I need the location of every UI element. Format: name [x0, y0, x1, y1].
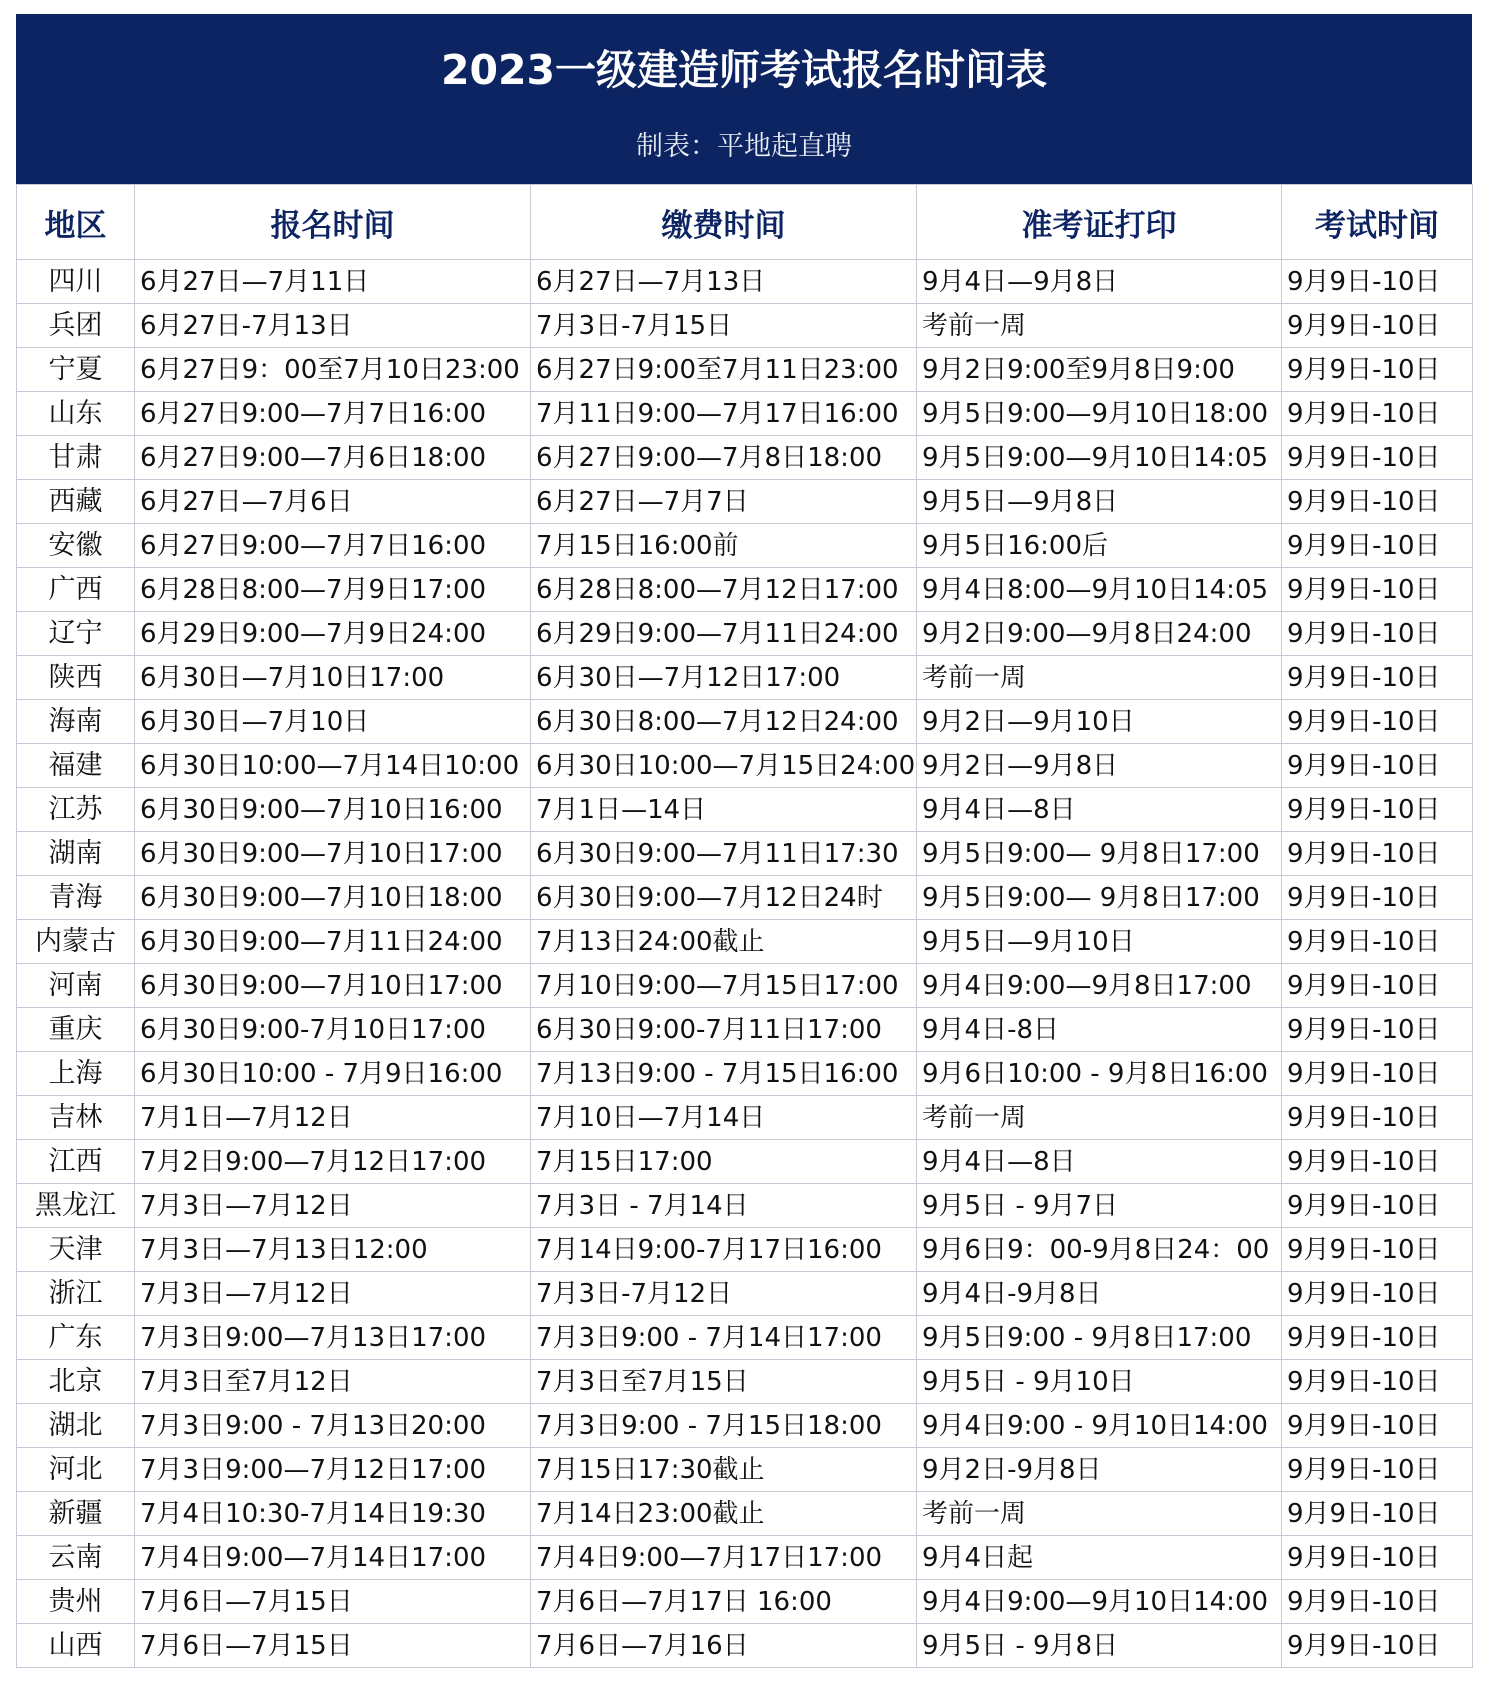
admission-ticket-cell: 9月5日 - 9月8日	[917, 1624, 1282, 1668]
registration-time-cell: 6月30日—7月10日	[135, 700, 531, 744]
header-payment-time: 缴费时间	[531, 185, 917, 260]
admission-ticket-cell: 9月5日9:00 - 9月8日17:00	[917, 1316, 1282, 1360]
exam-time-cell: 9月9日-10日	[1282, 436, 1473, 480]
registration-time-cell: 7月4日9:00—7月14日17:00	[135, 1536, 531, 1580]
region-cell: 河南	[17, 964, 135, 1008]
title-banner	[16, 14, 1472, 184]
table-row	[17, 700, 1473, 744]
payment-time-cell: 7月10日9:00—7月15日17:00	[531, 964, 917, 1008]
region-cell: 四川	[17, 260, 135, 304]
schedule-sheet	[16, 14, 1472, 1668]
registration-time-cell: 7月2日9:00—7月12日17:00	[135, 1140, 531, 1184]
exam-time-cell: 9月9日-10日	[1282, 1184, 1473, 1228]
admission-ticket-cell: 9月4日-9月8日	[917, 1272, 1282, 1316]
payment-time-cell: 6月30日—7月12日17:00	[531, 656, 917, 700]
region-cell: 重庆	[17, 1008, 135, 1052]
table-row	[17, 1536, 1473, 1580]
table-row	[17, 876, 1473, 920]
registration-time-cell: 7月3日9:00—7月12日17:00	[135, 1448, 531, 1492]
exam-time-cell: 9月9日-10日	[1282, 304, 1473, 348]
payment-time-cell: 7月3日-7月15日	[531, 304, 917, 348]
payment-time-cell: 7月15日16:00前	[531, 524, 917, 568]
table-row	[17, 1052, 1473, 1096]
admission-ticket-cell: 9月4日-8日	[917, 1008, 1282, 1052]
admission-ticket-cell: 9月6日10:00 - 9月8日16:00	[917, 1052, 1282, 1096]
table-body	[17, 260, 1473, 1668]
registration-time-cell: 7月4日10:30-7月14日19:30	[135, 1492, 531, 1536]
region-cell: 广东	[17, 1316, 135, 1360]
payment-time-cell: 6月27日—7月13日	[531, 260, 917, 304]
exam-time-cell: 9月9日-10日	[1282, 1228, 1473, 1272]
admission-ticket-cell: 9月5日9:00— 9月8日17:00	[917, 832, 1282, 876]
payment-time-cell: 6月30日9:00—7月11日17:30	[531, 832, 917, 876]
payment-time-cell: 6月27日9:00至7月11日23:00	[531, 348, 917, 392]
admission-ticket-cell: 9月5日9:00—9月10日14:05	[917, 436, 1282, 480]
table-row	[17, 524, 1473, 568]
exam-time-cell: 9月9日-10日	[1282, 260, 1473, 304]
exam-time-cell: 9月9日-10日	[1282, 392, 1473, 436]
admission-ticket-cell: 9月4日起	[917, 1536, 1282, 1580]
payment-time-cell: 7月1日—14日	[531, 788, 917, 832]
header-region: 地区	[17, 185, 135, 260]
registration-time-cell: 7月3日—7月12日	[135, 1184, 531, 1228]
payment-time-cell: 6月29日9:00—7月11日24:00	[531, 612, 917, 656]
exam-time-cell: 9月9日-10日	[1282, 876, 1473, 920]
admission-ticket-cell: 9月5日9:00—9月10日18:00	[917, 392, 1282, 436]
region-cell: 青海	[17, 876, 135, 920]
admission-ticket-cell: 考前一周	[917, 1096, 1282, 1140]
region-cell: 云南	[17, 1536, 135, 1580]
table-row	[17, 1580, 1473, 1624]
table-row	[17, 392, 1473, 436]
payment-time-cell: 7月3日 - 7月14日	[531, 1184, 917, 1228]
registration-time-cell: 7月6日—7月15日	[135, 1580, 531, 1624]
table-row	[17, 436, 1473, 480]
header-admission-ticket: 准考证打印	[917, 185, 1282, 260]
exam-time-cell: 9月9日-10日	[1282, 832, 1473, 876]
exam-time-cell: 9月9日-10日	[1282, 744, 1473, 788]
region-cell: 山东	[17, 392, 135, 436]
exam-time-cell: 9月9日-10日	[1282, 612, 1473, 656]
header-registration-time: 报名时间	[135, 185, 531, 260]
region-cell: 兵团	[17, 304, 135, 348]
payment-time-cell: 7月14日9:00-7月17日16:00	[531, 1228, 917, 1272]
admission-ticket-cell: 9月5日 - 9月7日	[917, 1184, 1282, 1228]
table-row	[17, 304, 1473, 348]
payment-time-cell: 6月27日9:00—7月8日18:00	[531, 436, 917, 480]
region-cell: 海南	[17, 700, 135, 744]
registration-time-cell: 6月30日—7月10日17:00	[135, 656, 531, 700]
payment-time-cell: 6月30日9:00-7月11日17:00	[531, 1008, 917, 1052]
admission-ticket-cell: 9月2日-9月8日	[917, 1448, 1282, 1492]
exam-time-cell: 9月9日-10日	[1282, 1316, 1473, 1360]
header-row	[17, 185, 1473, 260]
table-row	[17, 788, 1473, 832]
region-cell: 新疆	[17, 1492, 135, 1536]
payment-time-cell: 7月11日9:00—7月17日16:00	[531, 392, 917, 436]
payment-time-cell: 6月30日9:00—7月12日24时	[531, 876, 917, 920]
registration-time-cell: 7月1日—7月12日	[135, 1096, 531, 1140]
schedule-table	[16, 184, 1473, 1668]
exam-time-cell: 9月9日-10日	[1282, 480, 1473, 524]
table-row	[17, 920, 1473, 964]
exam-time-cell: 9月9日-10日	[1282, 1360, 1473, 1404]
page-title: 2023一级建造师考试报名时间表	[440, 46, 1048, 94]
region-cell: 湖北	[17, 1404, 135, 1448]
registration-time-cell: 6月27日—7月11日	[135, 260, 531, 304]
payment-time-cell: 7月6日—7月16日	[531, 1624, 917, 1668]
exam-time-cell: 9月9日-10日	[1282, 1272, 1473, 1316]
table-row	[17, 832, 1473, 876]
exam-time-cell: 9月9日-10日	[1282, 348, 1473, 392]
payment-time-cell: 6月27日—7月7日	[531, 480, 917, 524]
payment-time-cell: 7月15日17:00	[531, 1140, 917, 1184]
exam-time-cell: 9月9日-10日	[1282, 788, 1473, 832]
region-cell: 贵州	[17, 1580, 135, 1624]
payment-time-cell: 7月3日9:00 - 7月15日18:00	[531, 1404, 917, 1448]
admission-ticket-cell: 考前一周	[917, 656, 1282, 700]
payment-time-cell: 7月15日17:30截止	[531, 1448, 917, 1492]
payment-time-cell: 7月14日23:00截止	[531, 1492, 917, 1536]
region-cell: 辽宁	[17, 612, 135, 656]
payment-time-cell: 7月6日—7月17日 16:00	[531, 1580, 917, 1624]
registration-time-cell: 6月30日10:00—7月14日10:00	[135, 744, 531, 788]
table-row	[17, 1228, 1473, 1272]
registration-time-cell: 6月29日9:00—7月9日24:00	[135, 612, 531, 656]
region-cell: 江苏	[17, 788, 135, 832]
admission-ticket-cell: 9月2日9:00—9月8日24:00	[917, 612, 1282, 656]
registration-time-cell: 7月3日—7月13日12:00	[135, 1228, 531, 1272]
table-row	[17, 1184, 1473, 1228]
region-cell: 陕西	[17, 656, 135, 700]
table-row	[17, 964, 1473, 1008]
payment-time-cell: 6月30日8:00—7月12日24:00	[531, 700, 917, 744]
exam-time-cell: 9月9日-10日	[1282, 1492, 1473, 1536]
registration-time-cell: 6月30日9:00—7月10日16:00	[135, 788, 531, 832]
header-exam-time: 考试时间	[1282, 185, 1473, 260]
exam-time-cell: 9月9日-10日	[1282, 1536, 1473, 1580]
registration-time-cell: 6月28日8:00—7月9日17:00	[135, 568, 531, 612]
admission-ticket-cell: 9月5日16:00后	[917, 524, 1282, 568]
region-cell: 天津	[17, 1228, 135, 1272]
region-cell: 黑龙江	[17, 1184, 135, 1228]
payment-time-cell: 7月13日24:00截止	[531, 920, 917, 964]
payment-time-cell: 7月3日-7月12日	[531, 1272, 917, 1316]
admission-ticket-cell: 考前一周	[917, 304, 1282, 348]
region-cell: 甘肃	[17, 436, 135, 480]
exam-time-cell: 9月9日-10日	[1282, 656, 1473, 700]
admission-ticket-cell: 9月4日9:00—9月10日14:00	[917, 1580, 1282, 1624]
table-row	[17, 744, 1473, 788]
exam-time-cell: 9月9日-10日	[1282, 1624, 1473, 1668]
payment-time-cell: 7月3日9:00 - 7月14日17:00	[531, 1316, 917, 1360]
table-row	[17, 568, 1473, 612]
region-cell: 山西	[17, 1624, 135, 1668]
exam-time-cell: 9月9日-10日	[1282, 1580, 1473, 1624]
admission-ticket-cell: 9月2日—9月8日	[917, 744, 1282, 788]
registration-time-cell: 7月3日至7月12日	[135, 1360, 531, 1404]
admission-ticket-cell: 9月6日9：00-9月8日24：00	[917, 1228, 1282, 1272]
admission-ticket-cell: 9月5日—9月10日	[917, 920, 1282, 964]
registration-time-cell: 7月6日—7月15日	[135, 1624, 531, 1668]
page-subtitle: 制表：平地起直聘	[636, 131, 852, 162]
table-row	[17, 1008, 1473, 1052]
exam-time-cell: 9月9日-10日	[1282, 1052, 1473, 1096]
registration-time-cell: 6月27日9:00—7月7日16:00	[135, 524, 531, 568]
registration-time-cell: 6月30日9:00—7月10日17:00	[135, 964, 531, 1008]
exam-time-cell: 9月9日-10日	[1282, 920, 1473, 964]
admission-ticket-cell: 9月5日9:00— 9月8日17:00	[917, 876, 1282, 920]
table-row	[17, 1360, 1473, 1404]
region-cell: 湖南	[17, 832, 135, 876]
table-row	[17, 612, 1473, 656]
table-row	[17, 260, 1473, 304]
exam-time-cell: 9月9日-10日	[1282, 1140, 1473, 1184]
registration-time-cell: 6月27日—7月6日	[135, 480, 531, 524]
region-cell: 内蒙古	[17, 920, 135, 964]
payment-time-cell: 6月30日10:00—7月15日24:00	[531, 744, 917, 788]
registration-time-cell: 6月30日9:00-7月10日17:00	[135, 1008, 531, 1052]
admission-ticket-cell: 9月4日8:00—9月10日14:05	[917, 568, 1282, 612]
exam-time-cell: 9月9日-10日	[1282, 1404, 1473, 1448]
registration-time-cell: 7月3日—7月12日	[135, 1272, 531, 1316]
exam-time-cell: 9月9日-10日	[1282, 1448, 1473, 1492]
table-row	[17, 1316, 1473, 1360]
admission-ticket-cell: 9月2日—9月10日	[917, 700, 1282, 744]
table-row	[17, 656, 1473, 700]
admission-ticket-cell: 9月4日9:00 - 9月10日14:00	[917, 1404, 1282, 1448]
admission-ticket-cell: 9月4日9:00—9月8日17:00	[917, 964, 1282, 1008]
region-cell: 广西	[17, 568, 135, 612]
region-cell: 河北	[17, 1448, 135, 1492]
registration-time-cell: 6月30日9:00—7月10日17:00	[135, 832, 531, 876]
table-row	[17, 1272, 1473, 1316]
payment-time-cell: 7月4日9:00—7月17日17:00	[531, 1536, 917, 1580]
table-row	[17, 480, 1473, 524]
registration-time-cell: 6月27日9:00—7月6日18:00	[135, 436, 531, 480]
payment-time-cell: 7月13日9:00 - 7月15日16:00	[531, 1052, 917, 1096]
region-cell: 浙江	[17, 1272, 135, 1316]
region-cell: 宁夏	[17, 348, 135, 392]
region-cell: 江西	[17, 1140, 135, 1184]
region-cell: 北京	[17, 1360, 135, 1404]
registration-time-cell: 6月27日9:00—7月7日16:00	[135, 392, 531, 436]
table-row	[17, 1096, 1473, 1140]
exam-time-cell: 9月9日-10日	[1282, 1096, 1473, 1140]
exam-time-cell: 9月9日-10日	[1282, 964, 1473, 1008]
admission-ticket-cell: 考前一周	[917, 1492, 1282, 1536]
admission-ticket-cell: 9月5日—9月8日	[917, 480, 1282, 524]
admission-ticket-cell: 9月4日—8日	[917, 788, 1282, 832]
region-cell: 福建	[17, 744, 135, 788]
admission-ticket-cell: 9月5日 - 9月10日	[917, 1360, 1282, 1404]
region-cell: 西藏	[17, 480, 135, 524]
region-cell: 吉林	[17, 1096, 135, 1140]
exam-time-cell: 9月9日-10日	[1282, 568, 1473, 612]
registration-time-cell: 6月27日9：00至7月10日23:00	[135, 348, 531, 392]
payment-time-cell: 6月28日8:00—7月12日17:00	[531, 568, 917, 612]
exam-time-cell: 9月9日-10日	[1282, 1008, 1473, 1052]
admission-ticket-cell: 9月4日—9月8日	[917, 260, 1282, 304]
exam-time-cell: 9月9日-10日	[1282, 700, 1473, 744]
registration-time-cell: 6月30日9:00—7月11日24:00	[135, 920, 531, 964]
region-cell: 上海	[17, 1052, 135, 1096]
registration-time-cell: 6月27日-7月13日	[135, 304, 531, 348]
table-row	[17, 1140, 1473, 1184]
table-row	[17, 1624, 1473, 1668]
registration-time-cell: 7月3日9:00 - 7月13日20:00	[135, 1404, 531, 1448]
table-row	[17, 1448, 1473, 1492]
table-row	[17, 348, 1473, 392]
admission-ticket-cell: 9月2日9:00至9月8日9:00	[917, 348, 1282, 392]
payment-time-cell: 7月10日—7月14日	[531, 1096, 917, 1140]
payment-time-cell: 7月3日至7月15日	[531, 1360, 917, 1404]
registration-time-cell: 6月30日9:00—7月10日18:00	[135, 876, 531, 920]
table-row	[17, 1404, 1473, 1448]
exam-time-cell: 9月9日-10日	[1282, 524, 1473, 568]
registration-time-cell: 6月30日10:00 - 7月9日16:00	[135, 1052, 531, 1096]
admission-ticket-cell: 9月4日—8日	[917, 1140, 1282, 1184]
registration-time-cell: 7月3日9:00—7月13日17:00	[135, 1316, 531, 1360]
region-cell: 安徽	[17, 524, 135, 568]
table-row	[17, 1492, 1473, 1536]
